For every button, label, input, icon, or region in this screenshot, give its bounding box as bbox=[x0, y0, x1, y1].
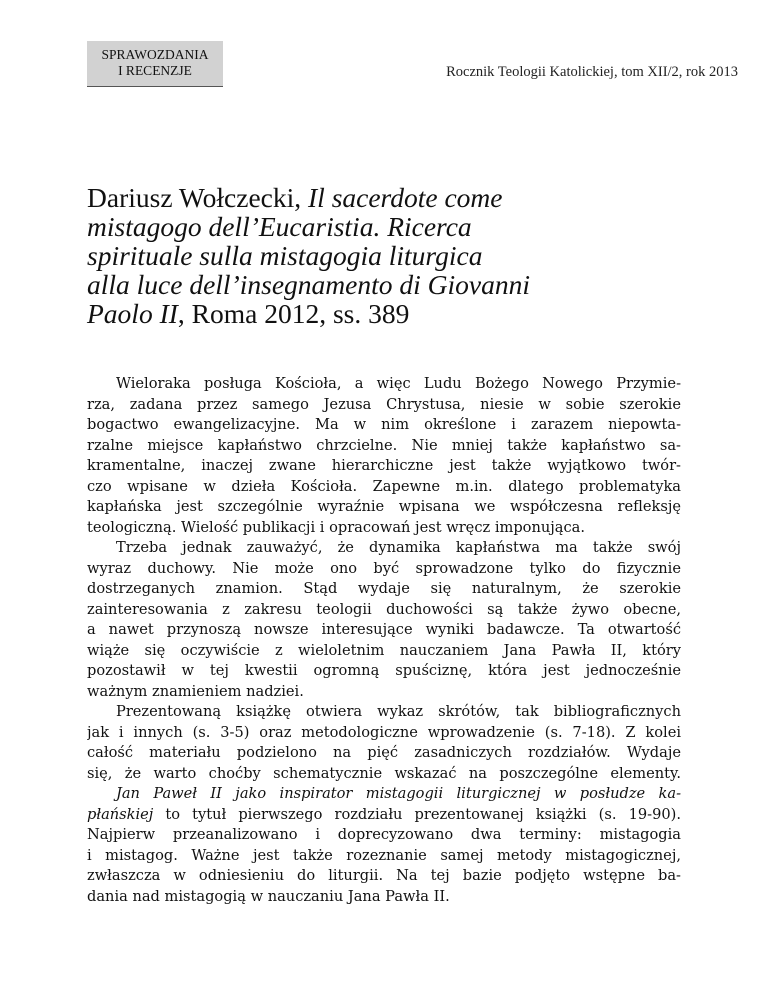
review-body bbox=[87, 374, 681, 907]
title-italic-5: Paolo II bbox=[87, 298, 178, 329]
section-tag bbox=[87, 41, 223, 87]
body-line: zainteresowania z zakresu teologii duchowości są także żywo obecne, bbox=[87, 600, 681, 618]
body-line: teologiczną. Wielość publikacji i opracowań jest wręcz imponująca. bbox=[87, 518, 585, 536]
body-line: bogactwo ewangelizacyjne. Ma w nim określone i zarazem niepowta- bbox=[87, 416, 681, 433]
body-line: pozostawił w tej kwestii ogromną spuściznę, która jest jednocześnie bbox=[87, 662, 681, 679]
title-line-5 bbox=[87, 299, 687, 328]
body-line: Prezentowaną książkę otwiera wykaz skrótów, tak bibliograficznych bbox=[116, 703, 681, 720]
title-line-4: alla luce dell’insegnamento di Giovanni bbox=[87, 269, 530, 300]
body-line: kapłańska jest szczególnie wyraźnie wpisana we współczesna refleksję bbox=[87, 498, 681, 515]
body-line: Trzeba jednak zauważyć, że dynamika kapłaństwa ma także swój bbox=[116, 539, 681, 556]
title-tail: , Roma 2012, ss. 389 bbox=[177, 298, 410, 329]
chapter-title-end: płańskiej bbox=[87, 805, 154, 823]
body-line: rzalne miejsce kapłaństwo chrzcielne. Nie mniej także kapłaństwo sa- bbox=[87, 436, 681, 454]
body-line: się, że warto choćby schematycznie wskazać na poszczególne elementy. bbox=[87, 764, 681, 782]
title-author: Dariusz Wołczecki, bbox=[87, 182, 309, 213]
body-line: Wieloraka posługa Kościoła, a więc Ludu Bożego Nowego Przymie- bbox=[116, 375, 681, 392]
body-line: jak i innych (s. 3-5) oraz metodologiczne wprowadzenie (s. 7-18). Z kolei bbox=[87, 723, 681, 741]
body-line: a nawet przynoszą nowsze interesujące wyniki badawcze. Ta otwartość bbox=[87, 621, 681, 638]
body-line-rest: to tytuł pierwszego rozdziału prezentowanej książki (s. 19-90). bbox=[153, 805, 681, 823]
body-line: kramentalne, inaczej zwane hierarchiczne jest także wyjątkowo twór- bbox=[87, 457, 681, 474]
body-line: i mistagog. Ważne jest także rozeznanie samej metody mistagogicznej, bbox=[87, 846, 681, 864]
title-line-2: mistagogo dell’Eucaristia. Ricerca bbox=[87, 211, 472, 242]
body-line: Jan Paweł II jako inspirator mistagogii liturgicznej w posłudze ka- bbox=[116, 785, 681, 802]
section-tag-line-1: SPRAWOZDANIA bbox=[101, 47, 209, 62]
body-line: całość materiału podzielono na pięć zasadniczych rozdziałów. Wydaje bbox=[87, 744, 681, 761]
body-line: zwłaszcza w odniesieniu do liturgii. Na tej bazie podjęto wstępne ba- bbox=[87, 867, 681, 884]
body-line: wiąże się oczywiście z wieloletnim nauczaniem Jana Pawła II, który bbox=[87, 641, 681, 659]
body-line: czo wpisane w dzieła Kościoła. Zapewne m.in. dlatego problematyka bbox=[87, 477, 681, 495]
review-title bbox=[87, 183, 687, 328]
body-line: dania nad mistagogią w nauczaniu Jana Pawła II. bbox=[87, 887, 450, 905]
body-line: rza, zadana przez samego Jezusa Chrystusa, niesie w sobie szerokie bbox=[87, 395, 681, 413]
body-line: ważnym znamieniem nadziei. bbox=[87, 682, 304, 700]
title-line-1 bbox=[87, 183, 687, 212]
body-line: dostrzeganych znamion. Stąd wydaje się naturalnym, że szerokie bbox=[87, 580, 681, 597]
body-line: Najpierw przeanalizowano i doprecyzowano dwa terminy: mistagogia bbox=[87, 826, 681, 843]
title-italic-1: Il sacerdote come bbox=[308, 182, 503, 213]
title-line-3: spirituale sulla mistagogia liturgica bbox=[87, 240, 483, 271]
body-line: wyraz duchowy. Nie może ono być sprowadzone tylko do fizycznie bbox=[87, 559, 681, 577]
journal-header: Rocznik Teologii Katolickiej, tom XII/2, rok 2013 bbox=[446, 64, 738, 80]
section-tag-line-2: I RECENZJE bbox=[118, 63, 192, 78]
body-line bbox=[87, 805, 681, 826]
